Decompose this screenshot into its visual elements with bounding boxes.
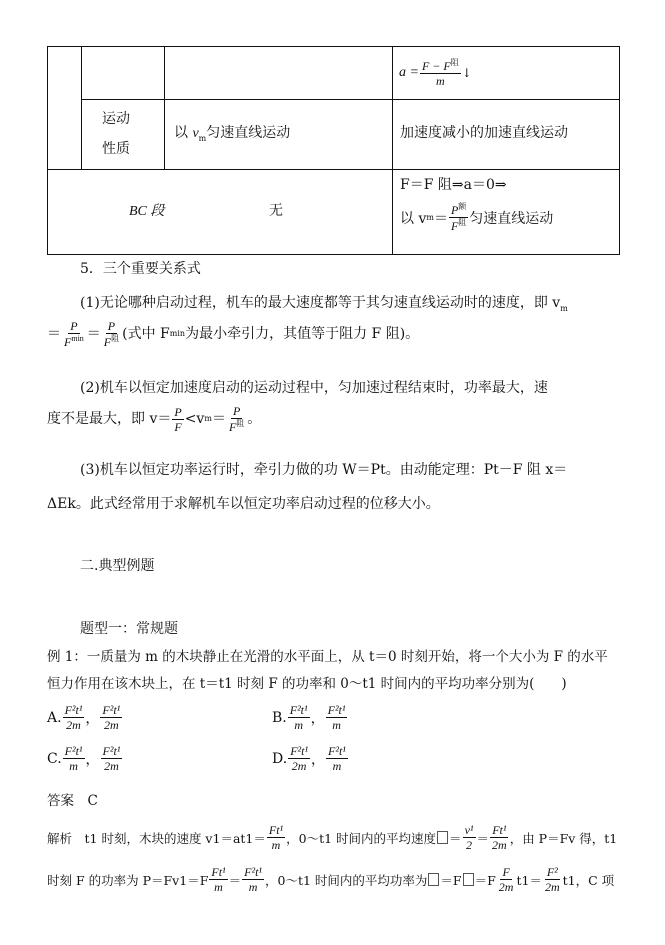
table-divider	[392, 46, 393, 255]
question-type-heading: 题型一：常规题	[80, 621, 178, 637]
numerator: F − F	[421, 59, 451, 73]
fraction	[63, 704, 85, 731]
superscript: 阻	[458, 218, 467, 227]
paragraph-2-line2	[47, 405, 620, 433]
text: (式中 F	[122, 326, 170, 342]
text: ＝	[211, 411, 226, 427]
numerator: P	[232, 404, 241, 418]
fraction	[100, 704, 122, 731]
superscript: 阻	[450, 58, 459, 67]
option-a[interactable]: A. $\frac{\text{F²t¹}}{2m}$ ， $\frac{\text{F²t¹}}{2m}$	[47, 703, 121, 732]
fraction	[420, 59, 461, 87]
section-heading: 二.典型例题	[80, 558, 155, 574]
superscript: min	[71, 334, 84, 343]
text: 以 v	[400, 210, 427, 227]
denominator: 2m	[498, 880, 514, 894]
missing-glyph-icon	[437, 831, 448, 844]
text: ＝	[476, 830, 490, 846]
denominator: 2m	[291, 759, 307, 773]
numerator: Ft¹	[268, 823, 284, 837]
text: ，0～t1 时间内的平均速度	[286, 830, 437, 846]
denominator: F	[103, 335, 112, 349]
numerator: F²t¹	[290, 744, 309, 758]
down-arrow-icon: ↓	[461, 66, 472, 80]
missing-glyph-icon	[428, 873, 439, 886]
option-label: A.	[47, 709, 62, 726]
text: <v	[184, 411, 205, 427]
denominator: F	[228, 420, 237, 434]
text: t1＝	[516, 872, 542, 888]
denominator: m	[332, 759, 342, 773]
numerator: F²t¹	[64, 703, 83, 717]
numerator: Ft¹	[492, 823, 507, 837]
subscript: min	[169, 329, 186, 338]
fraction	[326, 745, 348, 772]
denominator: 2m	[492, 838, 507, 852]
table-border	[47, 46, 48, 255]
denominator: 2m	[66, 718, 81, 732]
denominator: 2m	[104, 718, 119, 732]
section-title: 5．三个重要关系式	[80, 261, 201, 277]
subscript: m	[204, 414, 212, 423]
denominator: F	[174, 419, 182, 434]
formula-lhs: a =	[399, 65, 419, 80]
text: ，由 P＝Fv 得，t1	[509, 830, 618, 846]
text: 匀速直线运动	[469, 210, 554, 227]
paragraph-2-line1: (2)机车以恒定加速度启动的运动过程中，匀加速过程结束时，功率最大，速	[80, 380, 548, 396]
row-label-line: 运动	[102, 111, 130, 127]
denominator: m	[294, 718, 304, 732]
fraction	[326, 704, 348, 731]
numerator: Ft¹	[211, 865, 226, 879]
fraction	[102, 320, 121, 348]
subscript: m	[198, 133, 207, 143]
fraction	[267, 824, 285, 851]
table-border	[47, 46, 620, 47]
paragraph-3-line2: ΔEk。此式经常用于求解机车以恒定功率启动过程的位移大小。	[47, 496, 440, 512]
row-label-line: 性质	[102, 141, 130, 157]
numerator: F²t¹	[244, 865, 263, 879]
fraction	[101, 745, 123, 772]
superscript: 阻	[236, 419, 245, 428]
numerator: F²t¹	[289, 703, 308, 717]
row-label-motion	[102, 104, 130, 164]
option-c[interactable]: C. $\frac{\text{F²t¹}}{m}$ ， $\frac{\text{F²t¹}}{2m}$	[47, 744, 121, 773]
paragraph-3-line1: (3)机车以恒定功率运行时，牵引力做的功 W＝Pt。由动能定理：Pt－F 阻 x＝	[80, 462, 568, 478]
denominator: 2m	[104, 759, 119, 773]
text: 匀速直线运动	[206, 125, 291, 141]
denominator: m	[271, 838, 281, 852]
fraction	[227, 405, 246, 433]
table-divider	[81, 99, 620, 100]
numerator: F²	[546, 865, 558, 879]
subscript: m	[426, 213, 434, 222]
numerator: F²t¹	[327, 703, 346, 717]
superscript: 阻	[111, 334, 120, 343]
numerator: F	[502, 865, 510, 879]
numerator: P	[70, 319, 78, 333]
denominator: m	[69, 759, 78, 773]
cell-bc-line2	[400, 203, 553, 232]
example-question-line1: 例 1：一质量为 m 的木块静止在光滑的水平面上，从 t＝0 时刻开始，将一个大小为 F 的水平	[47, 649, 608, 665]
table-divider	[164, 46, 165, 169]
numerator: F²t¹	[102, 744, 121, 758]
option-b[interactable]: B. $\frac{\text{F²t¹}}{m}$ ， $\frac{\text{F²t¹}}{m}$	[272, 703, 346, 732]
analysis-line2: 时刻 F 的功率为 P＝Fv1＝F $\frac{\text{Ft¹}}{m}$ ＝ $\frac{\text{F²t¹}}{m}$ ，0～t1 时间内的平均功率为 ＝F ＝F $\frac{F}{2m}$ t1＝ $\frac{\text{F²}}{2m}$ t1，C 项	[47, 865, 615, 894]
option-label: C.	[47, 750, 62, 767]
fraction	[209, 866, 227, 893]
example-question-line2: 恒力作用在该木块上，在 t＝t1 时刻 F 的功率和 0～t1 时间内的平均功率分别为( )	[47, 676, 567, 692]
denominator: m	[436, 74, 445, 88]
answer-text: 答案 C	[47, 793, 98, 809]
cell-decreasing-accel: 加速度减小的加速直线运动	[400, 125, 568, 141]
fraction	[490, 824, 509, 851]
table-divider	[47, 169, 620, 170]
paragraph-1-line1	[80, 293, 653, 319]
paragraph-1-line2: ＝ $\frac{P}{F^{min}}$ ＝ $\frac{P}{F^阻}$ (式中 F min 为最小牵引力，其值等于阻力 F 阻)。	[47, 319, 420, 349]
text: (1)无论哪种启动过程，机车的最大速度都等于其匀速直线运动时的速度，即 v	[80, 295, 561, 311]
cell-uniform-motion	[174, 122, 290, 143]
numerator: v¹	[464, 823, 474, 837]
fraction	[62, 320, 86, 348]
denominator: m	[214, 880, 223, 894]
text: ＝	[433, 210, 448, 227]
numerator: P	[450, 203, 459, 217]
text: t1，C 项	[562, 872, 615, 888]
text: 以	[174, 125, 193, 141]
numerator: F²t¹	[102, 703, 121, 717]
numerator: P	[174, 404, 182, 419]
numerator: F²t¹	[328, 744, 346, 758]
fraction	[242, 866, 264, 893]
text: 为最小牵引力，其值等于阻力 F 阻)。	[185, 326, 420, 342]
fraction	[543, 866, 562, 893]
comparison-table	[47, 46, 620, 255]
denominator: F	[450, 219, 459, 233]
fraction	[288, 745, 310, 772]
fraction	[497, 866, 516, 893]
denominator: m	[248, 880, 258, 894]
table-divider	[81, 46, 82, 169]
cell-bc-line1: F＝F 阻⇒a＝0⇒	[400, 177, 507, 193]
subscript: m	[560, 303, 568, 313]
formula-acceleration	[399, 48, 472, 98]
cell-none: 无	[269, 203, 283, 219]
text: 时刻 F 的功率为 P＝Fv1＝F	[47, 872, 209, 888]
denominator: F	[64, 335, 72, 349]
fraction	[449, 203, 468, 232]
table-border	[619, 46, 620, 255]
option-label: B.	[272, 709, 287, 726]
denominator: 2m	[544, 880, 560, 894]
table-border	[47, 254, 620, 255]
text: ，0～t1 时间内的平均功率为	[265, 872, 428, 888]
option-d[interactable]: D. $\frac{\text{F²t¹}}{2m}$ ， $\frac{\text{F²t¹}}{m}$	[272, 744, 346, 773]
denominator: m	[332, 718, 341, 732]
superscript: 额	[458, 202, 467, 211]
denominator: 2	[466, 838, 473, 852]
option-label: D.	[272, 750, 288, 767]
missing-glyph-icon	[463, 873, 474, 886]
numerator: P	[107, 319, 116, 333]
text: 解析 t1 时刻，木块的速度 v1＝at1＝	[47, 830, 266, 846]
numerator: F²t¹	[64, 744, 83, 758]
var-v: v	[192, 126, 199, 141]
text: ＝F	[474, 872, 496, 888]
fraction	[172, 406, 183, 433]
row-label-bc: BC 段	[129, 204, 165, 219]
text: 。	[247, 411, 262, 427]
text: 度不是最大，即 v＝	[47, 411, 172, 427]
text: ＝	[47, 326, 61, 342]
fraction	[463, 824, 476, 851]
fraction	[63, 745, 85, 772]
analysis-line1: 解析 t1 时刻，木块的速度 v1＝at1＝ $\frac{\text{Ft¹}}{m}$ ，0～t1 时间内的平均速度 ＝ $\frac{\text{v¹}}{2}$ ＝ $\frac{\text{Ft¹}}{2m}$ ，由 P＝Fv 得，t1	[47, 823, 618, 852]
fraction	[288, 704, 310, 731]
